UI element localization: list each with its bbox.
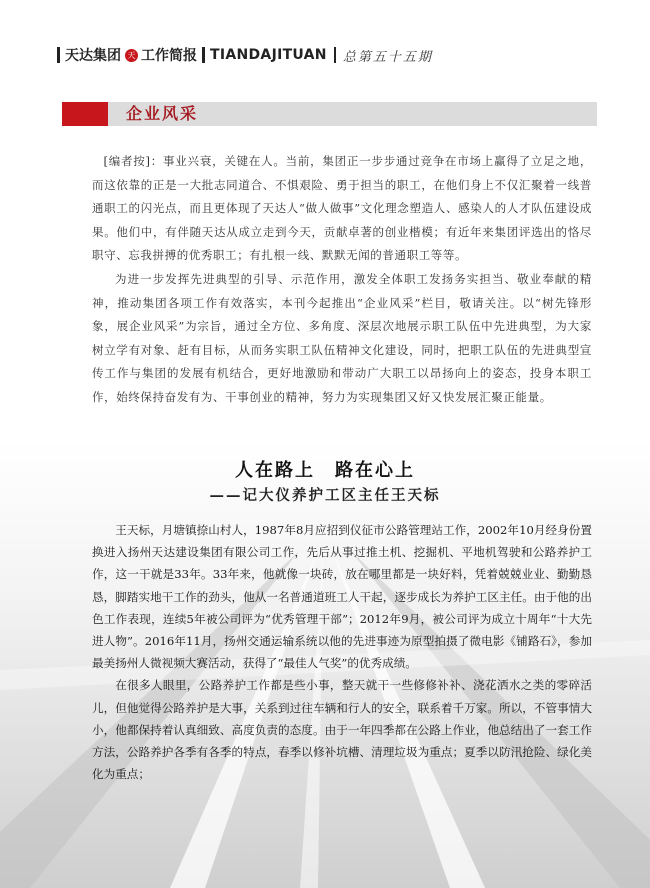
header-divider bbox=[57, 47, 60, 63]
editor-note bbox=[92, 150, 592, 410]
header-divider bbox=[334, 47, 336, 63]
brand-name: 天达集团 bbox=[65, 48, 121, 64]
section-accent-block bbox=[62, 102, 108, 126]
editor-note-paragraph: [编者按]：事业兴衰，关键在人。当前，集团正一步步通过竞争在市场上赢得了立足之地，而这依靠的正是一大批志同道合、不惧艰险、勇于担当的职工，在他们身上不仅汇聚着一线普通职工的闪光点，而且更体现了天达人“做人做事”文化理念塑造人、感染人的人才队伍建设成果。他们中，有伴随天达从成立走到今天，贡献卓著的创业楷模；有近年来集团评选出的恪尽职守、忘我拼搏的优秀职工；有扎根一线、默默无闻的普通职工等等。 bbox=[92, 154, 592, 263]
editor-note-paragraph: 为进一步发挥先进典型的引导、示范作用，激发全体职工发扬务实担当、敬业奉献的精神，推动集团各项工作有效落实，本刊今起推出“企业风采”栏目，敬请关注。以“树先锋形象，展企业风采”为宗旨，通过全方位、多角度、深层次地展示职工队伍中先进典型，为大家树立学有对象、赶有目标，从而务实职工队伍精神文化建设，同时，把职工队伍的先进典型宣传工作与集团的发展有机结合，更好地激励和带动广大职工以昂扬向上的姿态，投身本职工作，始终保持奋发有为、干事创业的精神，努力为实现集团又好又快发展汇聚正能量。 bbox=[92, 271, 592, 404]
article-title: 人在路上 路在心上 bbox=[235, 460, 415, 481]
publication-name: 工作简报 bbox=[141, 48, 197, 64]
company-logo-icon: 天 bbox=[125, 49, 138, 62]
page-header bbox=[52, 44, 433, 66]
article-paragraph: 王天标，月塘镇捺山村人，1987年8月应招到仪征市公路管理站工作，2002年10月经身份置换进入扬州天达建设集团有限公司工作，先后从事过推土机、挖掘机、平地机驾驶和公路养护工作，这一干就是33年。33年来，他就像一块砖，放在哪里都是一块好料，凭着兢兢业业、勤勤恳恳，脚踏实地干工作的劲头，他从一名普通道班工人干起，逐步成长为养护工区主任。由于他的出色工作表现，连续5年被公司评为“优秀管理干部”；2012年9月，被公司评为成立十周年“十大先进人物”。2016年11月，扬州交通运输系统以他的先进事迹为原型拍摄了微电影《铺路石》，参加最美扬州人微视频大赛活动，获得了“最佳人气奖”的优秀成绩。 bbox=[92, 523, 592, 671]
issue-number: 总第五十五期 bbox=[342, 49, 433, 65]
section-title: 企业风采 bbox=[126, 104, 199, 123]
article-paragraph: 在很多人眼里，公路养护工作都是些小事，整天就干一些修修补补、浇花洒水之类的零碎活儿，但他觉得公路养护是大事，关系到过往车辆和行人的安全，联系着千万家。所以，不管事情大小，他都保持着认真细致、高度负责的态度。由于一年四季都在公路上作业，他总结出了一套工作方法，公路养护各季有各季的特点，春季以修补坑槽、清理垃圾为重点；夏季以防汛抢险、绿化美化为重点； bbox=[92, 678, 592, 782]
section-banner bbox=[62, 102, 597, 126]
brand-latin: TIANDAJITUAN bbox=[210, 47, 327, 63]
article-body bbox=[92, 519, 592, 785]
header-divider bbox=[202, 47, 205, 63]
article-subtitle: ——记大仪养护工区主任王天标 bbox=[209, 487, 441, 504]
